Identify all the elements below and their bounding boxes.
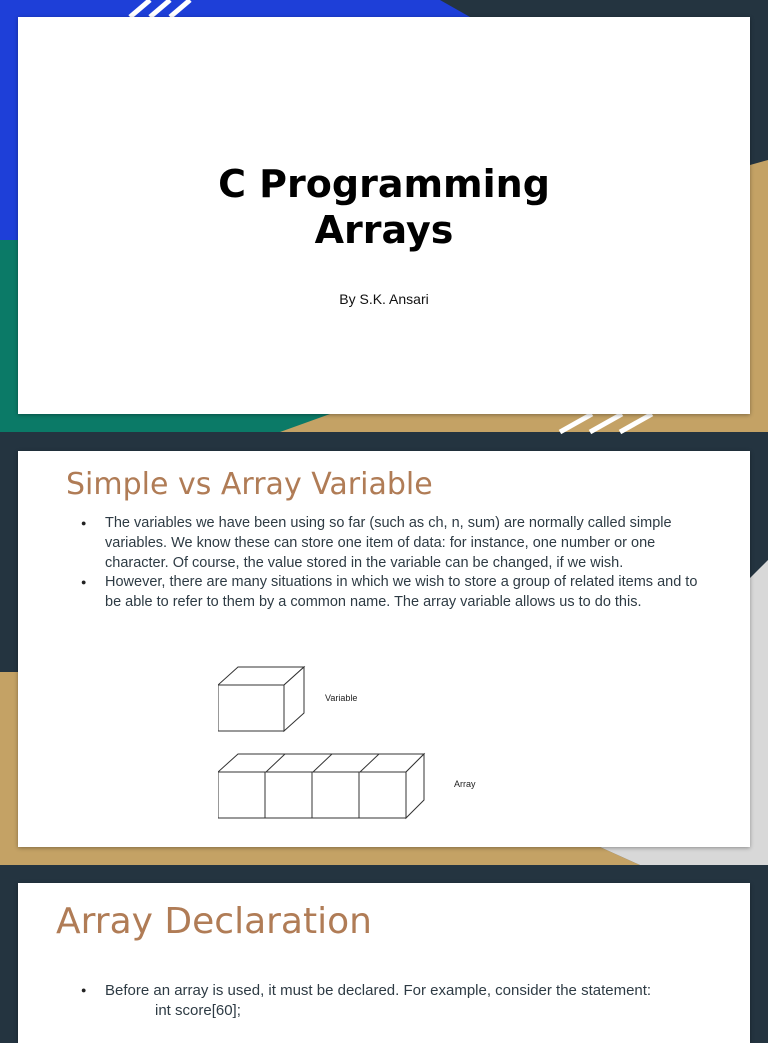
variable-label: Variable bbox=[325, 693, 358, 703]
array-label: Array bbox=[454, 779, 476, 789]
bullet-item: ● The variables we have been using so far (such as ch, n, sum) are normally called simple variables. We know these can store one item of data: for instance, one number or one character. Of course, the value stored in the variable can be changed, if we wish. bbox=[81, 514, 701, 573]
title-line-1: C Programming bbox=[218, 162, 550, 206]
author-subtitle: By S.K. Ansari bbox=[339, 291, 429, 307]
presentation-title bbox=[18, 161, 750, 253]
bullet-list bbox=[81, 981, 721, 1020]
array-cell bbox=[312, 772, 359, 818]
variable-array-diagram bbox=[218, 657, 518, 829]
slide-heading: Array Declaration bbox=[56, 901, 372, 942]
slide-simple-vs-array bbox=[18, 451, 750, 847]
bullet-list bbox=[81, 514, 701, 613]
array-cubes bbox=[218, 754, 424, 818]
variable-cube bbox=[218, 667, 304, 731]
slide-heading: Simple vs Array Variable bbox=[66, 467, 433, 502]
bullet-item bbox=[81, 981, 721, 1020]
title-line-2: Arrays bbox=[314, 208, 454, 252]
bullet-item: ● However, there are many situations in which we wish to store a group of related items and to be able to refer to them by a common name. The array variable allows us to do this. bbox=[81, 573, 701, 613]
array-cell bbox=[359, 772, 406, 818]
bullet-text: Before an array is used, it must be declared. For example, consider the statement: bbox=[105, 982, 652, 999]
array-cell bbox=[218, 772, 265, 818]
slide-title bbox=[18, 17, 750, 414]
array-cell bbox=[265, 772, 312, 818]
code-example: int score[60]; bbox=[155, 1001, 241, 1019]
slide-array-declaration bbox=[18, 883, 750, 1043]
